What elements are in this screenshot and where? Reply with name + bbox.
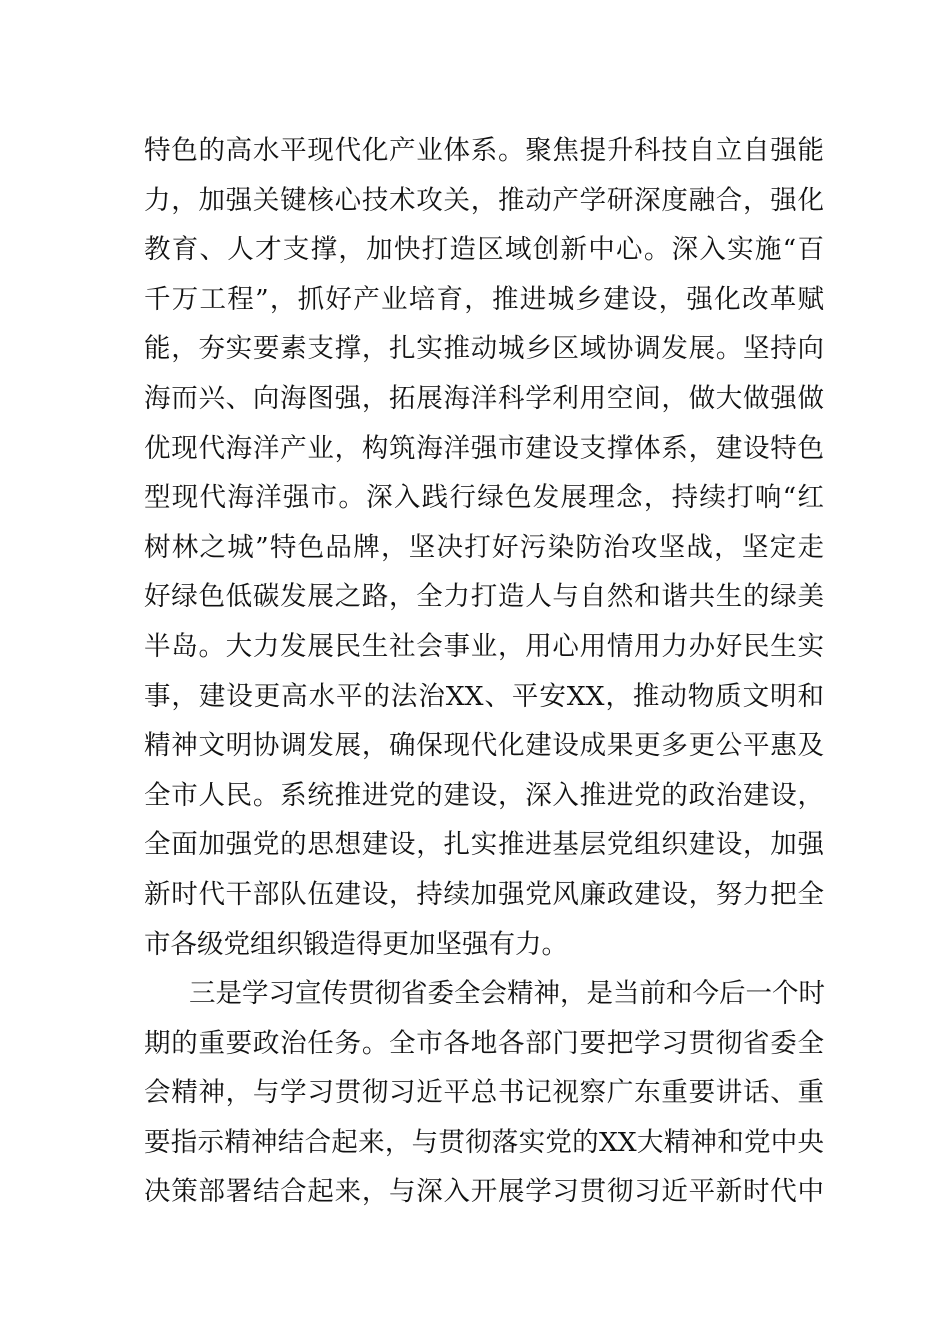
text-line: 能，夯实要素支撑，扎实推动城乡区域协调发展。坚持向: [144, 333, 824, 365]
text-line: 半岛。大力发展民生社会事业，用心用情用力办好民生实: [144, 630, 824, 662]
text-line-indented: 三是学习宣传贯彻省委全会精神，是当前和今后一个时: [189, 978, 825, 1010]
text-line: 精神文明协调发展，确保现代化建设成果更多更公平惠及: [144, 730, 824, 762]
text-line: 要指示精神结合起来，与贯彻落实党的XX大精神和党中央: [144, 1126, 824, 1158]
text-line: 特色的高水平现代化产业体系。聚焦提升科技自立自强能: [144, 135, 824, 166]
text-line: 期的重要政治任务。全市各地各部门要把学习贯彻省委全: [144, 1027, 824, 1059]
text-line: 海而兴、向海图强，拓展海洋科学利用空间，做大做强做: [144, 382, 824, 414]
text-line: 好绿色低碳发展之路，全力打造人与自然和谐共生的绿美: [144, 581, 824, 613]
paragraph-2: [144, 969, 824, 1217]
body-text: [144, 126, 824, 1217]
text-line: 会精神，与学习贯彻习近平总书记视察广东重要讲话、重: [144, 1077, 824, 1109]
text-line: 全面加强党的思想建设，扎实推进基层党组织建设，加强: [144, 829, 824, 861]
paragraph-1: [144, 126, 824, 969]
text-line: 型现代海洋强市。深入践行绿色发展理念，持续打响“红: [144, 482, 824, 514]
text-line: 树林之城”特色品牌，坚决打好污染防治攻坚战，坚定走: [144, 531, 824, 563]
text-line-last: 市各级党组织锻造得更加坚强有力。: [144, 928, 568, 960]
text-line: 全市人民。系统推进党的建设，深入推进党的政治建设，: [144, 779, 824, 811]
text-line: 优现代海洋产业，构筑海洋强市建设支撑体系，建设特色: [144, 432, 824, 464]
text-line: 力，加强关键核心技术攻关，推动产学研深度融合，强化: [144, 184, 824, 216]
text-line: 新时代干部队伍建设，持续加强党风廉政建设，努力把全: [144, 878, 824, 910]
text-line: 事，建设更高水平的法治XX、平安XX，推动物质文明和: [144, 680, 824, 712]
text-line: 教育、人才支撑，加快打造区域创新中心。深入实施“百: [144, 234, 824, 266]
text-line: 决策部署结合起来，与深入开展学习贯彻习近平新时代中: [144, 1176, 824, 1208]
text-line: 千万工程”，抓好产业培育，推进城乡建设，强化改革赋: [144, 283, 824, 315]
